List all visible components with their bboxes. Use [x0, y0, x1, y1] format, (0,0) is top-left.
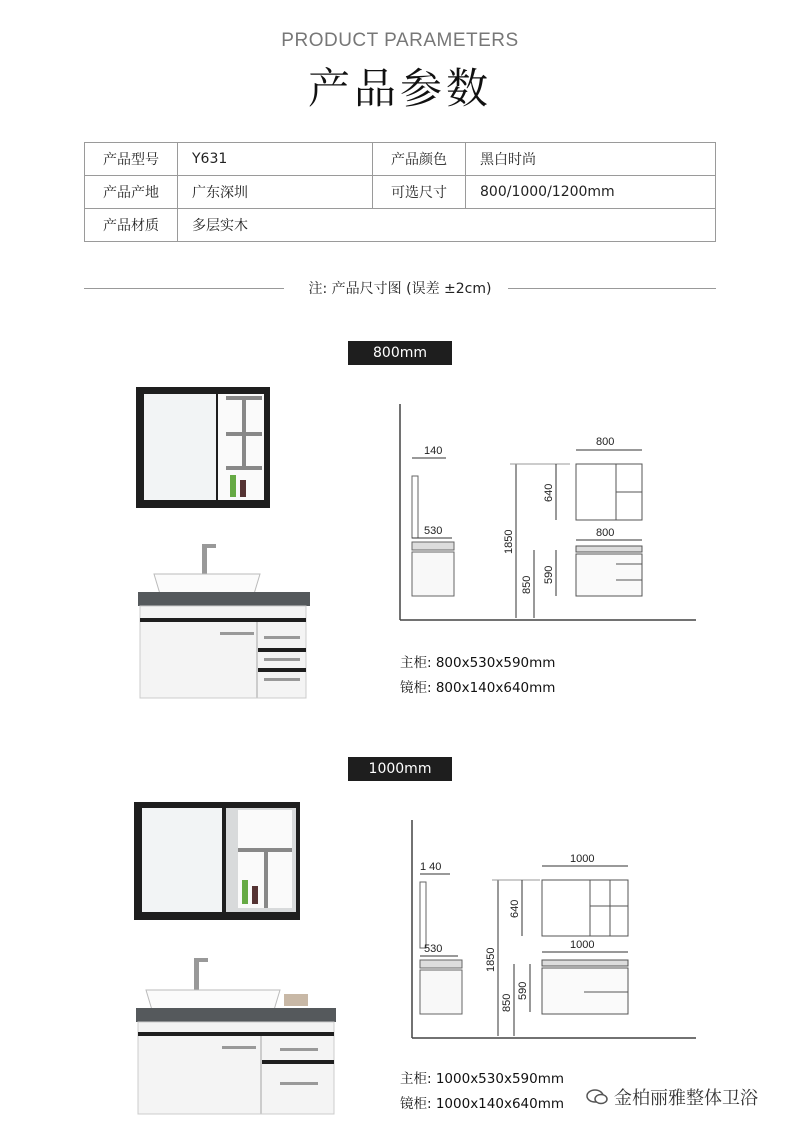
product-illustration-800	[130, 380, 350, 710]
spec-main-cabinet-1000: 主柜: 1000x530x590mm	[400, 1071, 565, 1087]
mirror-glass	[142, 808, 222, 912]
spec-mirror-cabinet-1000: 镜柜: 1000x140x640mm	[400, 1096, 565, 1112]
faucet-icon	[202, 544, 207, 574]
param-value: 黑白时尚	[466, 143, 716, 176]
dim-main-height: 590	[543, 565, 555, 584]
param-key: 可选尺寸	[373, 176, 466, 209]
granite-countertop	[136, 1008, 336, 1022]
param-key: 产品产地	[85, 176, 178, 209]
dim-width-main: 800	[596, 527, 615, 539]
param-value: 广东深圳	[178, 176, 373, 209]
drawer-handle	[280, 1048, 318, 1051]
wechat-icon	[586, 1088, 608, 1106]
dim-depth-main: 530	[424, 525, 443, 537]
drawer-handle	[264, 658, 300, 661]
title-chinese: 产品参数	[307, 64, 492, 113]
dim-width-mirror: 1000	[570, 853, 595, 865]
towel-icon	[284, 994, 308, 1006]
dim-total-height: 1850	[485, 947, 497, 972]
dim-floor-height: 850	[521, 575, 533, 594]
watermark-text: 金柏丽雅整体卫浴	[614, 1088, 758, 1109]
param-value: Y631	[178, 143, 373, 176]
basin	[154, 574, 260, 594]
dim-main-height: 590	[517, 981, 529, 1000]
product-illustration-1000	[130, 796, 350, 1118]
faucet-icon	[194, 958, 199, 990]
granite-countertop	[138, 592, 310, 606]
drawer-handle	[264, 636, 300, 639]
dim-floor-height: 850	[501, 993, 513, 1012]
drawer-handle	[280, 1082, 318, 1085]
dim-mirror-height: 640	[509, 899, 521, 918]
dimension-drawing-1000	[390, 812, 702, 1052]
param-value: 800/1000/1200mm	[466, 176, 716, 209]
param-value: 多层实木	[178, 209, 716, 242]
size-tag-1000: 1000mm	[348, 757, 452, 781]
drawer-handle	[264, 678, 300, 681]
bottle-icon	[242, 880, 248, 904]
table-row	[85, 209, 716, 242]
spec-mirror-cabinet-800: 镜柜: 800x140x640mm	[400, 680, 556, 696]
mirror-glass	[144, 394, 216, 500]
param-key: 产品材质	[85, 209, 178, 242]
parameters-table	[84, 142, 716, 242]
spec-main-cabinet-800: 主柜: 800x530x590mm	[400, 655, 556, 671]
title-english: PRODUCT PARAMETERS	[281, 30, 519, 51]
dim-total-height: 1850	[503, 529, 515, 554]
size-note: 注: 产品尺寸图 (误差 ±2cm)	[308, 281, 492, 297]
drawer-handle	[220, 632, 254, 635]
param-key: 产品型号	[85, 143, 178, 176]
drawer-handle	[222, 1046, 256, 1049]
bottle-icon	[240, 480, 246, 497]
table-row	[85, 176, 716, 209]
table-row	[85, 143, 716, 176]
bottle-icon	[230, 475, 236, 497]
bottle-icon	[252, 886, 258, 904]
dimension-drawing-800	[390, 398, 702, 638]
dim-width-main: 1000	[570, 939, 595, 951]
size-tag-800: 800mm	[348, 341, 452, 365]
dim-depth-mirror: 1 40	[420, 861, 442, 873]
dim-width-mirror: 800	[596, 436, 615, 448]
dim-depth-main: 530	[424, 943, 443, 955]
dim-mirror-height: 640	[543, 483, 555, 502]
dim-depth-mirror: 140	[424, 445, 443, 457]
param-key: 产品颜色	[373, 143, 466, 176]
watermark	[586, 1084, 792, 1110]
basin	[146, 990, 280, 1010]
